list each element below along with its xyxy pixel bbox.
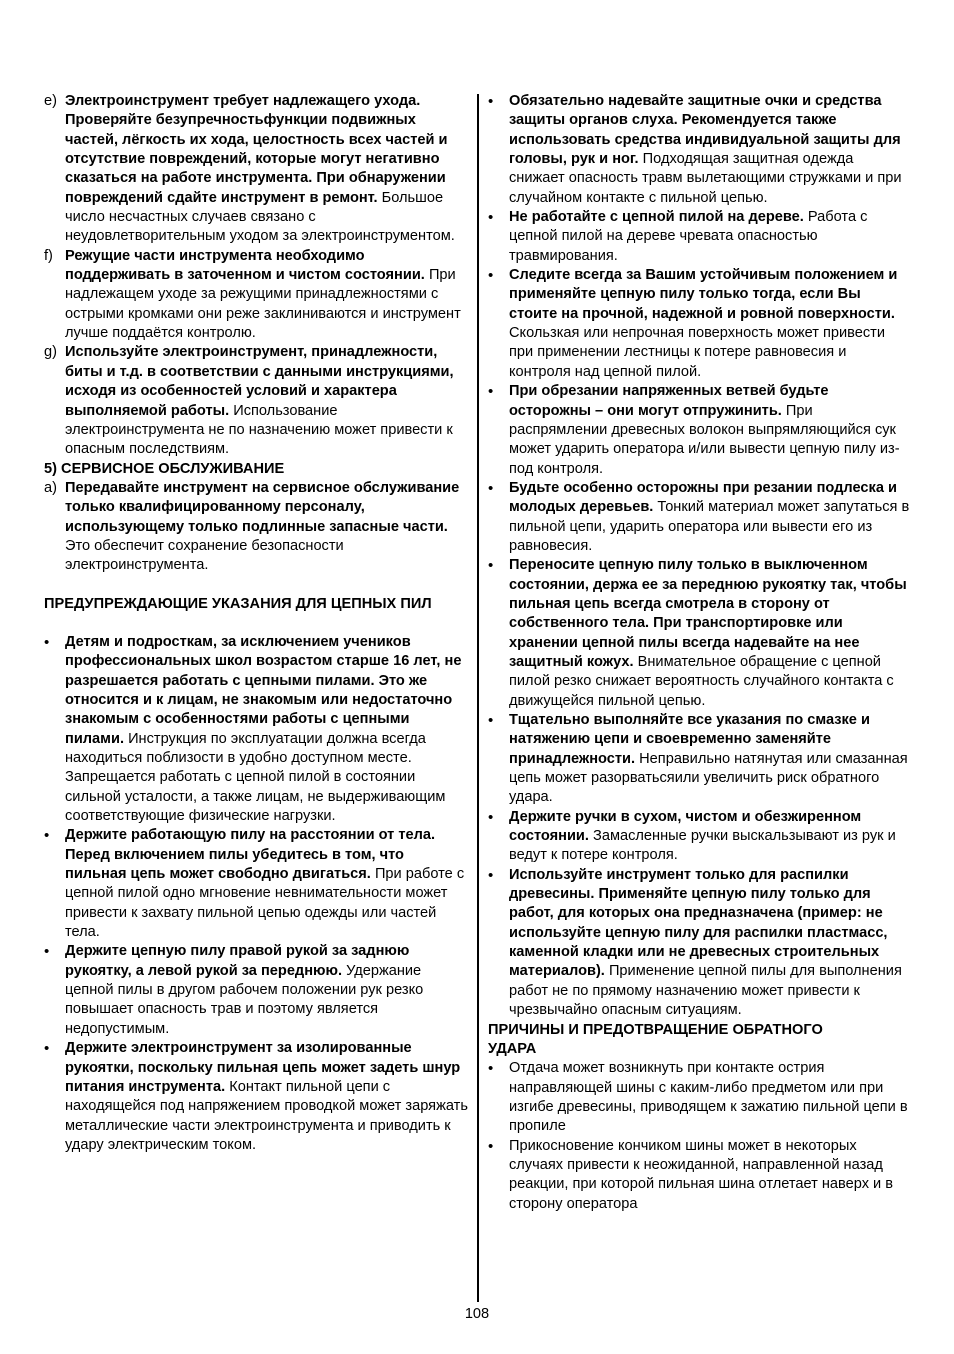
item-bold-text: Держите электроинструмент за изолированные рукоятки, поскольку пильная цепь может задеть шнур питания инструмента. <box>65 1040 461 1095</box>
item-bold-text: Держите работающую пилу на расстоянии от тела. Перед включением пилы убедитесь в том, что пильная цепь может свободно двигаться. <box>65 827 436 883</box>
list-item <box>488 382 912 479</box>
bullet-icon: • <box>44 633 50 651</box>
bullet-icon: • <box>44 1040 50 1058</box>
item-bold-text: Режущие части инструмента необходимо поддерживать в заточенном и чистом состоянии. <box>65 247 425 284</box>
bullet-icon: • <box>488 1137 494 1155</box>
item-marker: g) <box>44 344 57 361</box>
item-g <box>44 343 468 459</box>
item-bold-text: Детям и подросткам, за исключением учеников профессиональных школ возрастом старше 16 лет, не разрешается работать с цепными пилами. Это же относится и к лицам, не знакомым или недостаточно знакомым с особенностями работы с цепными пилами. <box>65 633 462 747</box>
item-bold-text: Не работайте с цепной пилой на дереве. <box>509 209 804 226</box>
bullet-icon: • <box>44 827 50 845</box>
item-text: Применение цепной пилы для выполнения работ не по прямому назначению может привести к чрезвычайно опасным ситуациям. <box>509 963 902 1019</box>
list-item <box>488 866 912 1021</box>
bullet-icon: • <box>488 866 494 884</box>
item-bold-text: Передавайте инструмент на сервисное обслуживание только квалифицированному персоналу, использующему только подлинные запасные части. <box>65 479 460 535</box>
bullet-icon: • <box>488 1060 494 1078</box>
item-text: При надлежащем уходе за режущими принадлежностями с острыми кромками они реже заклиниваются и инструмент лучше поддаётся контролю. <box>65 267 461 342</box>
bullet-icon: • <box>488 93 494 110</box>
item-bold-text: Тщательно выполняйте все указания по смазке и натяжению цепи и своевременно заменяйте принадлежности. <box>509 712 870 767</box>
item-marker: e) <box>44 93 57 109</box>
section-5-title: 5) СЕРВИСНОЕ ОБСЛУЖИВАНИЕ <box>44 460 285 477</box>
chainsaw-warnings-heading: ПРЕДУПРЕЖДАЮЩИЕ УКАЗАНИЯ ДЛЯ ЦЕПНЫХ ПИЛ <box>44 595 432 612</box>
item-text: Инструкция по эксплуатации должна всегда находиться поблизости в удобно доступном месте. Запрещается работать с цепной пилой в состоянии сильной усталости, а также лицам, не выдерживающим соответствующие физические нагрузки. <box>65 730 446 825</box>
item-text: Подходящая защитная одежда снижает опасность травм вылетающими стружками и при случайном контакте с пильной цепью. <box>509 151 902 206</box>
list-item <box>44 942 468 1039</box>
list-item <box>488 479 912 556</box>
item-text: Удержание цепной пилы в другом рабочем положении рук резко повышает опасность трав и поэтому является недопустимым. <box>65 962 424 1037</box>
bullet-icon: • <box>488 267 494 285</box>
bullet-icon: • <box>488 808 494 826</box>
item-bold-text: Переносите цепную пилу только в выключенном состоянии, держа ее за переднюю рукоятку так, чтобы пильная цепь всегда смотрела в сторону от собственного тела. При транспортировке или хранении цепной пилы всегда надевайте на нее защитный кожух. <box>509 557 907 670</box>
list-item <box>44 633 468 826</box>
item-bold-text: Держите ручки в сухом, чистом и обезжиренном состоянии. <box>509 808 862 845</box>
item-text: Скользкая или непрочная поверхность может привести при применении лестницы к потере равновесия и контроля над цепной пилой. <box>509 325 885 380</box>
item-text: Работа с цепной пилой на дереве чревата опасностью травмирования. <box>509 209 868 264</box>
column-divider <box>477 94 479 1302</box>
item-a <box>44 479 468 576</box>
item-bold-text: Обязательно надевайте защитные очки и средства защиты органов слуха. Рекомендуется также использовать средства индивидуальной защиты для головы, рук и ног. <box>509 93 901 168</box>
bullet-icon: • <box>488 479 494 497</box>
item-text: Тонкий материал может запутаться в пильной цепи, ударить оператора или вывести его из равновесия. <box>509 499 910 554</box>
item-text: Прикосновение кончиком шины может в некоторых случаях привести к неожиданной, направленной назад реакции, при которой пильная шина отлетает наверх и в сторону оператора <box>509 1137 894 1212</box>
page-number: 108 <box>464 1306 490 1322</box>
list-item <box>488 711 912 808</box>
list-item <box>488 1059 912 1136</box>
item-e <box>44 92 468 247</box>
bullet-icon: • <box>488 557 494 575</box>
list-item <box>488 556 912 711</box>
item-text: Неправильно натянутая или смазанная цепь может разорватьсяили увеличить риск обратного удара. <box>509 750 908 806</box>
bullet-icon: • <box>488 209 494 227</box>
bullet-icon: • <box>488 383 494 401</box>
kickback-heading: ПРИЧИНЫ И ПРЕДОТВРАЩЕНИЕ ОБРАТНОГО УДАРА <box>488 1021 823 1057</box>
item-bold-text: Следите всегда за Вашим устойчивым положением и применяйте цепную пилу только тогда, если Вы стоите на прочной, надежной и ровной поверхности. <box>509 267 898 322</box>
item-text: Использование электроинструмента не по назначению может привести к опасным последствиям. <box>65 402 453 458</box>
list-item <box>488 1137 912 1214</box>
item-text: Замасленные ручки выскальзывают из рук и ведут к потере контроля. <box>509 828 896 864</box>
item-text: Это обеспечит сохранение безопасности электроинструмента. <box>65 537 344 574</box>
item-f <box>44 247 468 344</box>
item-bold-text: Электроинструмент требует надлежащего ухода. Проверяйте безупречностьфункции подвижных частей, лёгкость их хода, целостность всех частей и отсутствие повреждений, которые могут негативно сказаться на работе инструмента. При обнаружении повреждений сдайте инструмент в ремонт. <box>65 93 448 206</box>
item-bold-text: При обрезании напряженных ветвей будьте осторожны – они могут отпружинить. <box>509 383 829 419</box>
list-item <box>488 92 912 208</box>
list-item <box>44 1039 468 1155</box>
right-column <box>488 92 912 1214</box>
item-text: Контакт пильной цепи с находящейся под напряжением проводкой может заряжать металлические части электроинструмента и приводить к удару электрическим током. <box>65 1078 468 1153</box>
bullet-icon: • <box>488 712 494 729</box>
item-marker: a) <box>44 479 57 496</box>
item-bold-text: Используйте инструмент только для распилки древесины. Применяйте цепную пилу только для работ, для которых она предназначена (пример: не используйте цепную пилу для распилки пластмасс, каменной кладки или не древесных строительных материалов). <box>509 866 888 980</box>
item-bold-text: Используйте электроинструмент, принадлежности, биты и т.д. в соответствии с данными инструкциями, исходя из особенностей условий и характера выполняемой работы. <box>65 344 454 419</box>
item-text: При распрямлении древесных волокон выпрямляющийся сук может ударить оператора и/или вывести цепную пилу из-под контроля. <box>509 402 900 477</box>
item-bold-text: Держите цепную пилу правой рукой за заднюю рукоятку, а левой рукой за переднюю. <box>65 943 410 979</box>
item-text: Большое число несчастных случаев связано с неудовлетворительным уходом за электроинструментом. <box>65 189 455 245</box>
left-column <box>44 92 468 1155</box>
item-text: При работе с цепной пилой одно мгновение невнимательности может привести к захвату пильной цепью одежды или частей тела. <box>65 866 465 941</box>
list-item <box>44 826 468 942</box>
item-bold-text: Будьте особенно осторожны при резании подлеска и молодых деревьев. <box>509 479 897 516</box>
list-item <box>488 808 912 866</box>
item-text: Внимательное обращение с цепной пилой резко снижает вероятность случайного контакта с движущейся пильной цепью. <box>509 653 894 709</box>
item-marker: f) <box>44 247 53 264</box>
item-text: Отдача может возникнуть при контакте острия направляющей шины с каким-либо предметом или при изгибе древесины, приводящем к зажатию пильной цепи в пропиле <box>509 1060 908 1135</box>
list-item <box>488 266 912 382</box>
bullet-icon: • <box>44 943 50 961</box>
list-item <box>488 208 912 266</box>
